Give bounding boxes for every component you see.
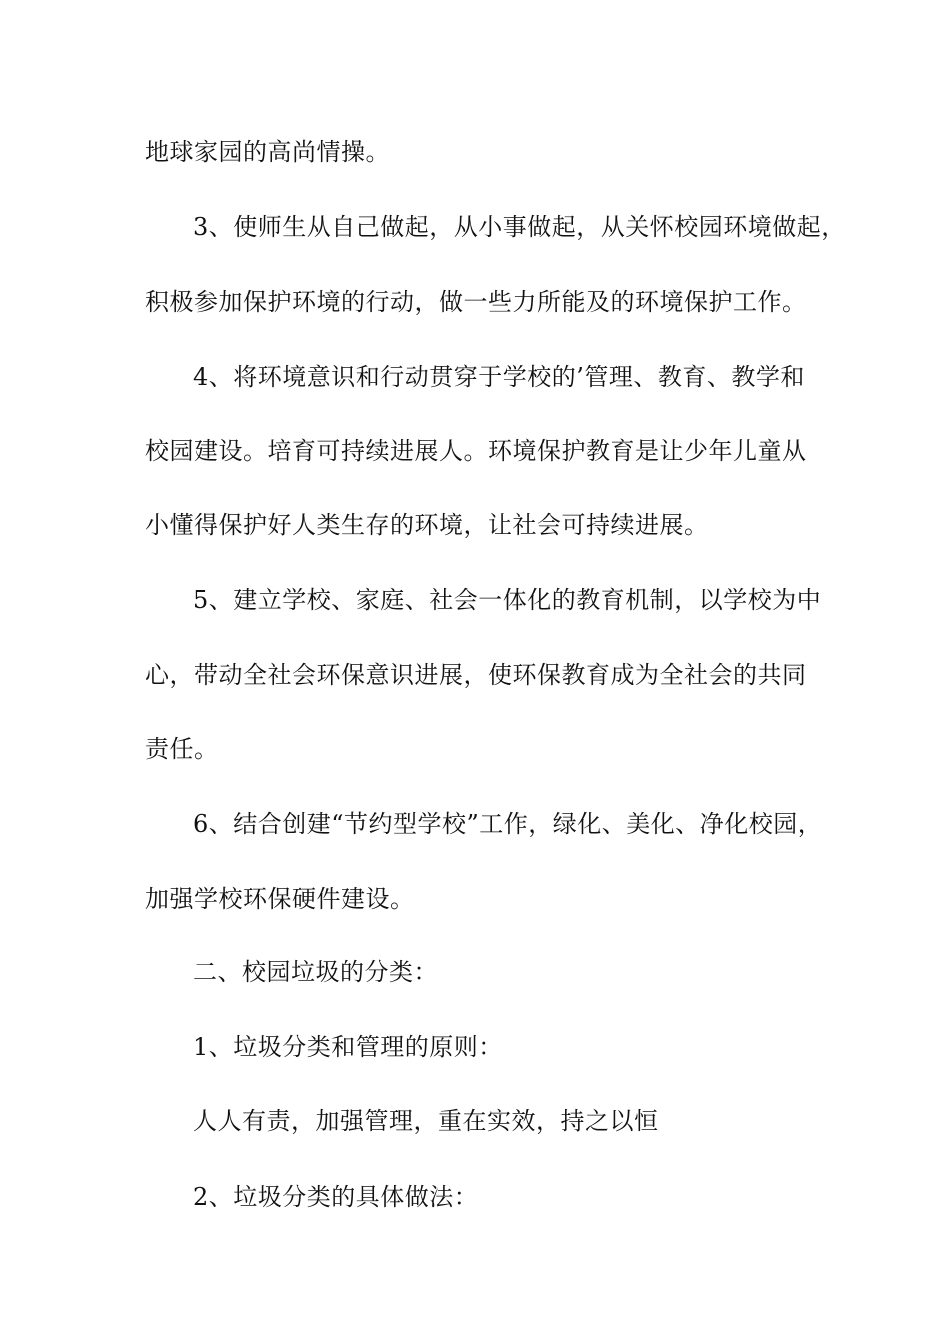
text-line: 2、垃圾分类的具体做法： (193, 1183, 479, 1211)
text-line: 小懂得保护好人类生存的环境，让社会可持续进展。 (145, 511, 709, 539)
text-line: 责任。 (145, 735, 219, 763)
text-line: 人人有责，加强管理，重在实效，持之以恒 (193, 1107, 659, 1135)
text-line: 校园建设。培育可持续进展人。环境保护教育是让少年儿童从 (145, 437, 807, 465)
text-line: 心，带动全社会环保意识进展，使环保教育成为全社会的共同 (145, 661, 807, 689)
text-line: 地球家园的高尚情操。 (145, 138, 390, 166)
text-line: 积极参加保护环境的行动，做一些力所能及的环境保护工作。 (145, 288, 807, 316)
text-line: 3、使师生从自己做起，从小事做起，从关怀校园环境做起， (193, 213, 846, 241)
text-line: 5、建立学校、家庭、社会一体化的教育机制，以学校为中 (193, 586, 822, 614)
text-line: 4、将环境意识和行动贯穿于学校的’管理、教育、教学和 (193, 363, 805, 391)
text-line: 1、垃圾分类和管理的原则： (193, 1033, 503, 1061)
section-heading: 二、校园垃圾的分类： (193, 958, 438, 986)
text-line: 6、结合创建“节约型学校”工作，绿化、美化、净化校园， (193, 810, 823, 838)
text-line: 加强学校环保硬件建设。 (145, 885, 415, 913)
